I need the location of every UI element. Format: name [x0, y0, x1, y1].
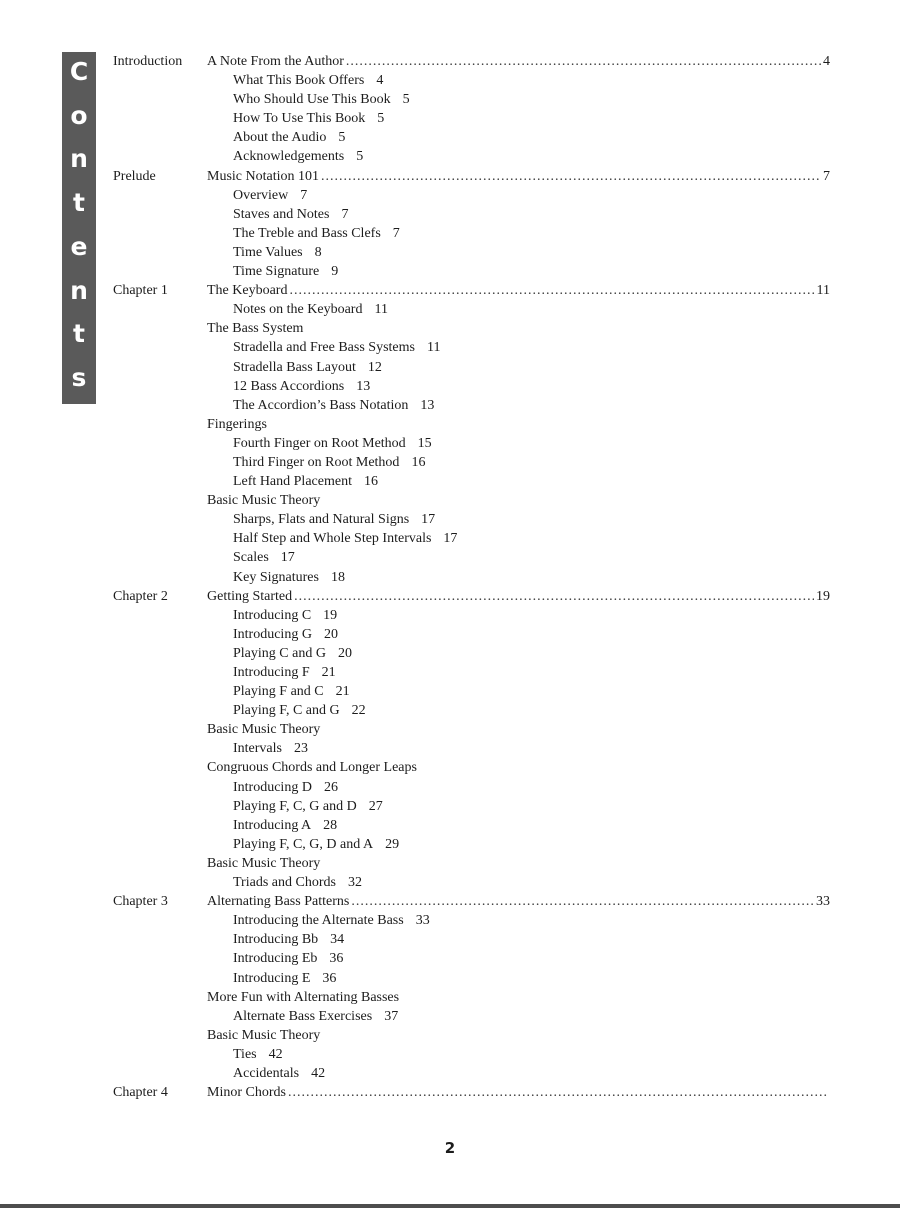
entry-page-number: 7	[392, 225, 400, 241]
entry-page-number: 12	[367, 359, 382, 375]
toc-entry-link[interactable]	[233, 969, 336, 988]
entry-page-number: 16	[411, 454, 426, 470]
dot-leader	[288, 1083, 828, 1102]
toc-row	[0, 415, 900, 434]
toc-row	[0, 758, 900, 777]
toc-entry-link[interactable]	[233, 1045, 283, 1064]
entry-page-number: 22	[351, 703, 366, 719]
toc-row	[0, 739, 900, 758]
bottom-rule	[0, 1204, 900, 1208]
dot-leader	[321, 167, 821, 186]
entry-title: Overview	[233, 187, 289, 203]
section-heading	[207, 415, 267, 434]
chapter-label: Chapter 3	[113, 894, 168, 910]
toc-row	[0, 873, 900, 892]
entry-page-number: 11	[374, 302, 388, 318]
toc-row	[0, 491, 900, 510]
toc-row	[0, 797, 900, 816]
entry-title: Sharps, Flats and Natural Signs	[233, 512, 410, 528]
table-of-contents	[0, 52, 900, 1102]
toc-row	[0, 644, 900, 663]
entry-title: Introducing C	[233, 607, 312, 623]
chapter-label: Prelude	[113, 168, 156, 184]
entry-title: Introducing E	[233, 970, 311, 986]
toc-entry-link[interactable]	[233, 816, 337, 835]
entry-title: Fourth Finger on Root Method	[233, 435, 406, 451]
toc-row	[0, 300, 900, 319]
toc-entry-link[interactable]	[233, 682, 350, 701]
toc-entry-link[interactable]	[233, 644, 352, 663]
toc-row	[0, 529, 900, 548]
entry-page-number: 4	[823, 54, 830, 69]
entry-title: Basic Music Theory	[207, 493, 321, 509]
entry-title: The Accordion’s Bass Notation	[233, 397, 409, 413]
entry-title: Acknowledgements	[233, 149, 345, 165]
toc-row	[0, 434, 900, 453]
entry-title: Half Step and Whole Step Intervals	[233, 531, 432, 547]
entry-title: The Bass System	[207, 321, 304, 337]
entry-page-number: 42	[268, 1046, 283, 1062]
toc-entry-link[interactable]	[207, 1083, 830, 1102]
toc-entry-link[interactable]	[233, 1007, 398, 1026]
toc-row	[0, 682, 900, 701]
toc-row	[0, 224, 900, 243]
entry-title: Fingerings	[207, 416, 267, 432]
toc-row	[0, 262, 900, 281]
toc-entry-link[interactable]	[207, 52, 830, 71]
entry-page-number: 15	[417, 435, 432, 451]
entry-title: Introducing A	[233, 817, 312, 833]
entry-page-number: 23	[293, 741, 308, 757]
entry-page-number: 5	[338, 130, 346, 146]
dot-leader	[289, 281, 814, 300]
entry-title: Key Signatures	[233, 569, 319, 585]
toc-entry-link[interactable]	[233, 663, 336, 682]
entry-page-number: 5	[377, 111, 385, 127]
toc-row	[0, 338, 900, 357]
toc-entry-link[interactable]	[233, 71, 383, 90]
entry-page-number: 17	[421, 512, 436, 528]
entry-title: The Treble and Bass Clefs	[233, 225, 381, 241]
toc-entry-link[interactable]	[233, 377, 370, 396]
toc-row	[0, 281, 900, 300]
entry-page-number: 29	[385, 836, 400, 852]
toc-row	[0, 606, 900, 625]
entry-title: A Note From the Author	[207, 54, 344, 69]
toc-row	[0, 186, 900, 205]
toc-entry-link[interactable]	[233, 797, 383, 816]
toc-row	[0, 319, 900, 338]
toc-row	[0, 71, 900, 90]
toc-row	[0, 835, 900, 854]
toc-entry-link[interactable]	[233, 90, 410, 109]
entry-page-number: 32	[347, 875, 362, 891]
entry-page-number: 11	[426, 340, 441, 356]
entry-title: Introducing the Alternate Bass	[233, 913, 404, 929]
entry-title: Notes on the Keyboard	[233, 302, 363, 318]
entry-title: Introducing D	[233, 779, 312, 795]
entry-page-number: 19	[323, 607, 338, 623]
section-heading	[207, 319, 303, 338]
chapter-label: Introduction	[113, 54, 183, 69]
section-heading	[207, 758, 417, 777]
toc-row	[0, 109, 900, 128]
entry-title: About the Audio	[233, 130, 327, 146]
entry-page-number: 13	[420, 397, 435, 413]
entry-page-number: 17	[443, 531, 458, 547]
dot-leader	[351, 892, 814, 911]
toc-entry-link[interactable]	[207, 167, 830, 186]
entry-page-number: 7	[300, 187, 308, 203]
entry-title: Triads and Chords	[233, 875, 336, 891]
entry-page-number: 26	[323, 779, 338, 795]
toc-entry-link[interactable]	[233, 911, 430, 930]
toc-entry-link[interactable]	[233, 109, 384, 128]
toc-row	[0, 147, 900, 166]
entry-title: Playing F, C, G and D	[233, 798, 357, 814]
entry-page-number: 20	[337, 645, 352, 661]
entry-title: Basic Music Theory	[207, 855, 321, 871]
toc-entry-link[interactable]	[233, 186, 307, 205]
entry-title: Accidentals	[233, 1065, 300, 1081]
entry-title: Playing F, C, G, D and A	[233, 836, 374, 852]
sidebar-letter: t	[73, 188, 85, 218]
entry-page-number: 7	[823, 168, 830, 184]
entry-title: Left Hand Placement	[233, 474, 352, 490]
entry-title: Music Notation 101	[207, 168, 319, 184]
sidebar-letter: C	[69, 57, 89, 86]
chapter-label: Chapter 2	[113, 588, 168, 604]
toc-row	[0, 1026, 900, 1045]
toc-row	[0, 167, 900, 186]
entry-page-number: 34	[330, 932, 345, 948]
toc-entry-link[interactable]	[233, 453, 425, 472]
entry-page-number: 33	[816, 894, 830, 910]
toc-row	[0, 949, 900, 968]
toc-entry-link[interactable]	[233, 205, 348, 224]
toc-row	[0, 663, 900, 682]
entry-page-number: 36	[322, 970, 337, 986]
toc-entry-link[interactable]	[233, 606, 337, 625]
toc-entry-link[interactable]	[233, 568, 345, 587]
entry-page-number: 28	[323, 817, 338, 833]
entry-title: More Fun with Alternating Basses	[207, 989, 400, 1005]
entry-page-number: 17	[280, 550, 295, 566]
toc-entry-link[interactable]	[233, 358, 382, 377]
toc-entry-link[interactable]	[233, 873, 362, 892]
toc-entry-link[interactable]	[233, 434, 432, 453]
entry-title: Alternating Bass Patterns	[207, 894, 350, 910]
entry-title: Staves and Notes	[233, 206, 330, 222]
section-heading	[207, 854, 320, 873]
entry-title: The Keyboard	[207, 283, 288, 299]
toc-entry-link[interactable]	[233, 396, 434, 415]
chapter-label: Chapter 4	[113, 1085, 168, 1101]
toc-row	[0, 911, 900, 930]
entry-title: Who Should Use This Book	[233, 92, 391, 108]
toc-row	[0, 128, 900, 147]
entry-title: Introducing Bb	[233, 932, 319, 948]
entry-title: Congruous Chords and Longer Leaps	[207, 760, 417, 776]
toc-entry-link[interactable]	[233, 949, 343, 968]
entry-page-number: 8	[314, 244, 322, 260]
entry-title: Intervals	[233, 741, 282, 757]
toc-row	[0, 1083, 900, 1102]
entry-page-number: 36	[329, 951, 344, 967]
entry-page-number: 27	[368, 798, 383, 814]
entry-page-number: 16	[363, 474, 378, 490]
sidebar-letter: e	[70, 231, 88, 261]
sidebar-letter: o	[70, 100, 88, 130]
toc-row	[0, 90, 900, 109]
entry-title: Ties	[233, 1046, 257, 1062]
entry-title: Introducing G	[233, 626, 312, 642]
entry-title: Getting Started	[207, 588, 293, 604]
toc-entry-link[interactable]	[233, 224, 400, 243]
toc-row	[0, 510, 900, 529]
entry-title: Alternate Bass Exercises	[233, 1008, 373, 1024]
toc-row	[0, 625, 900, 644]
entry-page-number: 9	[331, 264, 339, 280]
toc-entry-link[interactable]	[207, 587, 830, 606]
entry-page-number: 18	[330, 569, 345, 585]
entry-page-number: 13	[356, 378, 371, 394]
dot-leader	[346, 52, 821, 71]
entry-page-number: 7	[341, 206, 349, 222]
entry-title: Stradella Bass Layout	[233, 359, 356, 375]
toc-row	[0, 778, 900, 797]
dot-leader	[294, 587, 814, 606]
toc-row	[0, 453, 900, 472]
entry-title: Introducing F	[233, 665, 310, 680]
toc-row	[0, 587, 900, 606]
toc-entry-link[interactable]	[233, 243, 322, 262]
toc-row	[0, 988, 900, 1007]
toc-entry-link[interactable]	[233, 835, 399, 854]
toc-row	[0, 568, 900, 587]
entry-title: What This Book Offers	[233, 73, 365, 89]
entry-title: 12 Bass Accordions	[233, 378, 345, 394]
entry-page-number: 20	[323, 626, 338, 642]
entry-page-number: 33	[415, 913, 430, 929]
entry-page-number: 42	[311, 1065, 326, 1081]
toc-row	[0, 243, 900, 262]
toc-row	[0, 548, 900, 567]
section-heading	[207, 1026, 320, 1045]
toc-row	[0, 854, 900, 873]
entry-title: Basic Music Theory	[207, 722, 321, 738]
toc-row	[0, 930, 900, 949]
entry-title: Scales	[233, 550, 269, 566]
chapter-label: Chapter 1	[113, 283, 168, 299]
toc-entry-link[interactable]	[233, 1064, 325, 1083]
toc-entry-link[interactable]	[233, 338, 440, 357]
section-heading	[207, 988, 399, 1007]
entry-title: Playing F and C	[233, 684, 324, 700]
section-heading	[207, 720, 320, 739]
toc-row	[0, 1045, 900, 1064]
toc-entry-link[interactable]	[233, 739, 308, 758]
toc-row	[0, 1064, 900, 1083]
entry-page-number: 4	[376, 73, 384, 89]
entry-title: Minor Chords	[207, 1085, 286, 1101]
sidebar-letter: n	[70, 144, 88, 174]
sidebar-letter: n	[70, 275, 88, 305]
entry-page-number: 5	[402, 92, 410, 108]
entry-page-number: 19	[816, 588, 830, 604]
entry-title: How To Use This Book	[233, 111, 366, 127]
entry-page-number: 11	[816, 283, 830, 299]
entry-title: Third Finger on Root Method	[233, 454, 400, 470]
sidebar-letter: s	[71, 362, 87, 392]
toc-entry-link[interactable]	[207, 892, 830, 911]
toc-entry-link[interactable]	[233, 930, 344, 949]
toc-entry-link[interactable]	[233, 300, 388, 319]
toc-row	[0, 205, 900, 224]
entry-title: Stradella and Free Bass Systems	[233, 340, 415, 356]
toc-entry-link[interactable]	[233, 701, 366, 720]
toc-row	[0, 1007, 900, 1026]
toc-row	[0, 720, 900, 739]
entry-page-number: 21	[335, 684, 350, 700]
toc-entry-link[interactable]	[233, 625, 338, 644]
toc-entry-link[interactable]	[207, 281, 830, 300]
toc-entry-link[interactable]	[233, 147, 363, 166]
section-heading	[207, 491, 320, 510]
entry-title: Time Values	[233, 244, 303, 260]
entry-title: Playing F, C and G	[233, 703, 340, 719]
toc-row	[0, 52, 900, 71]
toc-entry-link[interactable]	[233, 778, 338, 797]
toc-row	[0, 969, 900, 988]
toc-row	[0, 377, 900, 396]
toc-entry-link[interactable]	[233, 510, 435, 529]
entry-page-number: 21	[321, 665, 336, 680]
toc-row	[0, 701, 900, 720]
entry-title: Playing C and G	[233, 645, 326, 661]
entry-page-number: 5	[356, 149, 364, 165]
entry-title: Basic Music Theory	[207, 1027, 321, 1043]
entry-title: Introducing Eb	[233, 951, 318, 967]
toc-row	[0, 472, 900, 491]
toc-entry-link[interactable]	[233, 262, 338, 281]
entry-page-number: 37	[384, 1008, 399, 1024]
toc-entry-link[interactable]	[233, 529, 457, 548]
toc-entry-link[interactable]	[233, 128, 345, 147]
page-number: 2	[444, 1139, 456, 1157]
toc-entry-link[interactable]	[233, 548, 295, 567]
toc-row	[0, 816, 900, 835]
toc-entry-link[interactable]	[233, 472, 378, 491]
toc-row	[0, 892, 900, 911]
sidebar-letter: t	[73, 319, 85, 349]
entry-title: Time Signature	[233, 264, 320, 280]
toc-row	[0, 358, 900, 377]
toc-row	[0, 396, 900, 415]
